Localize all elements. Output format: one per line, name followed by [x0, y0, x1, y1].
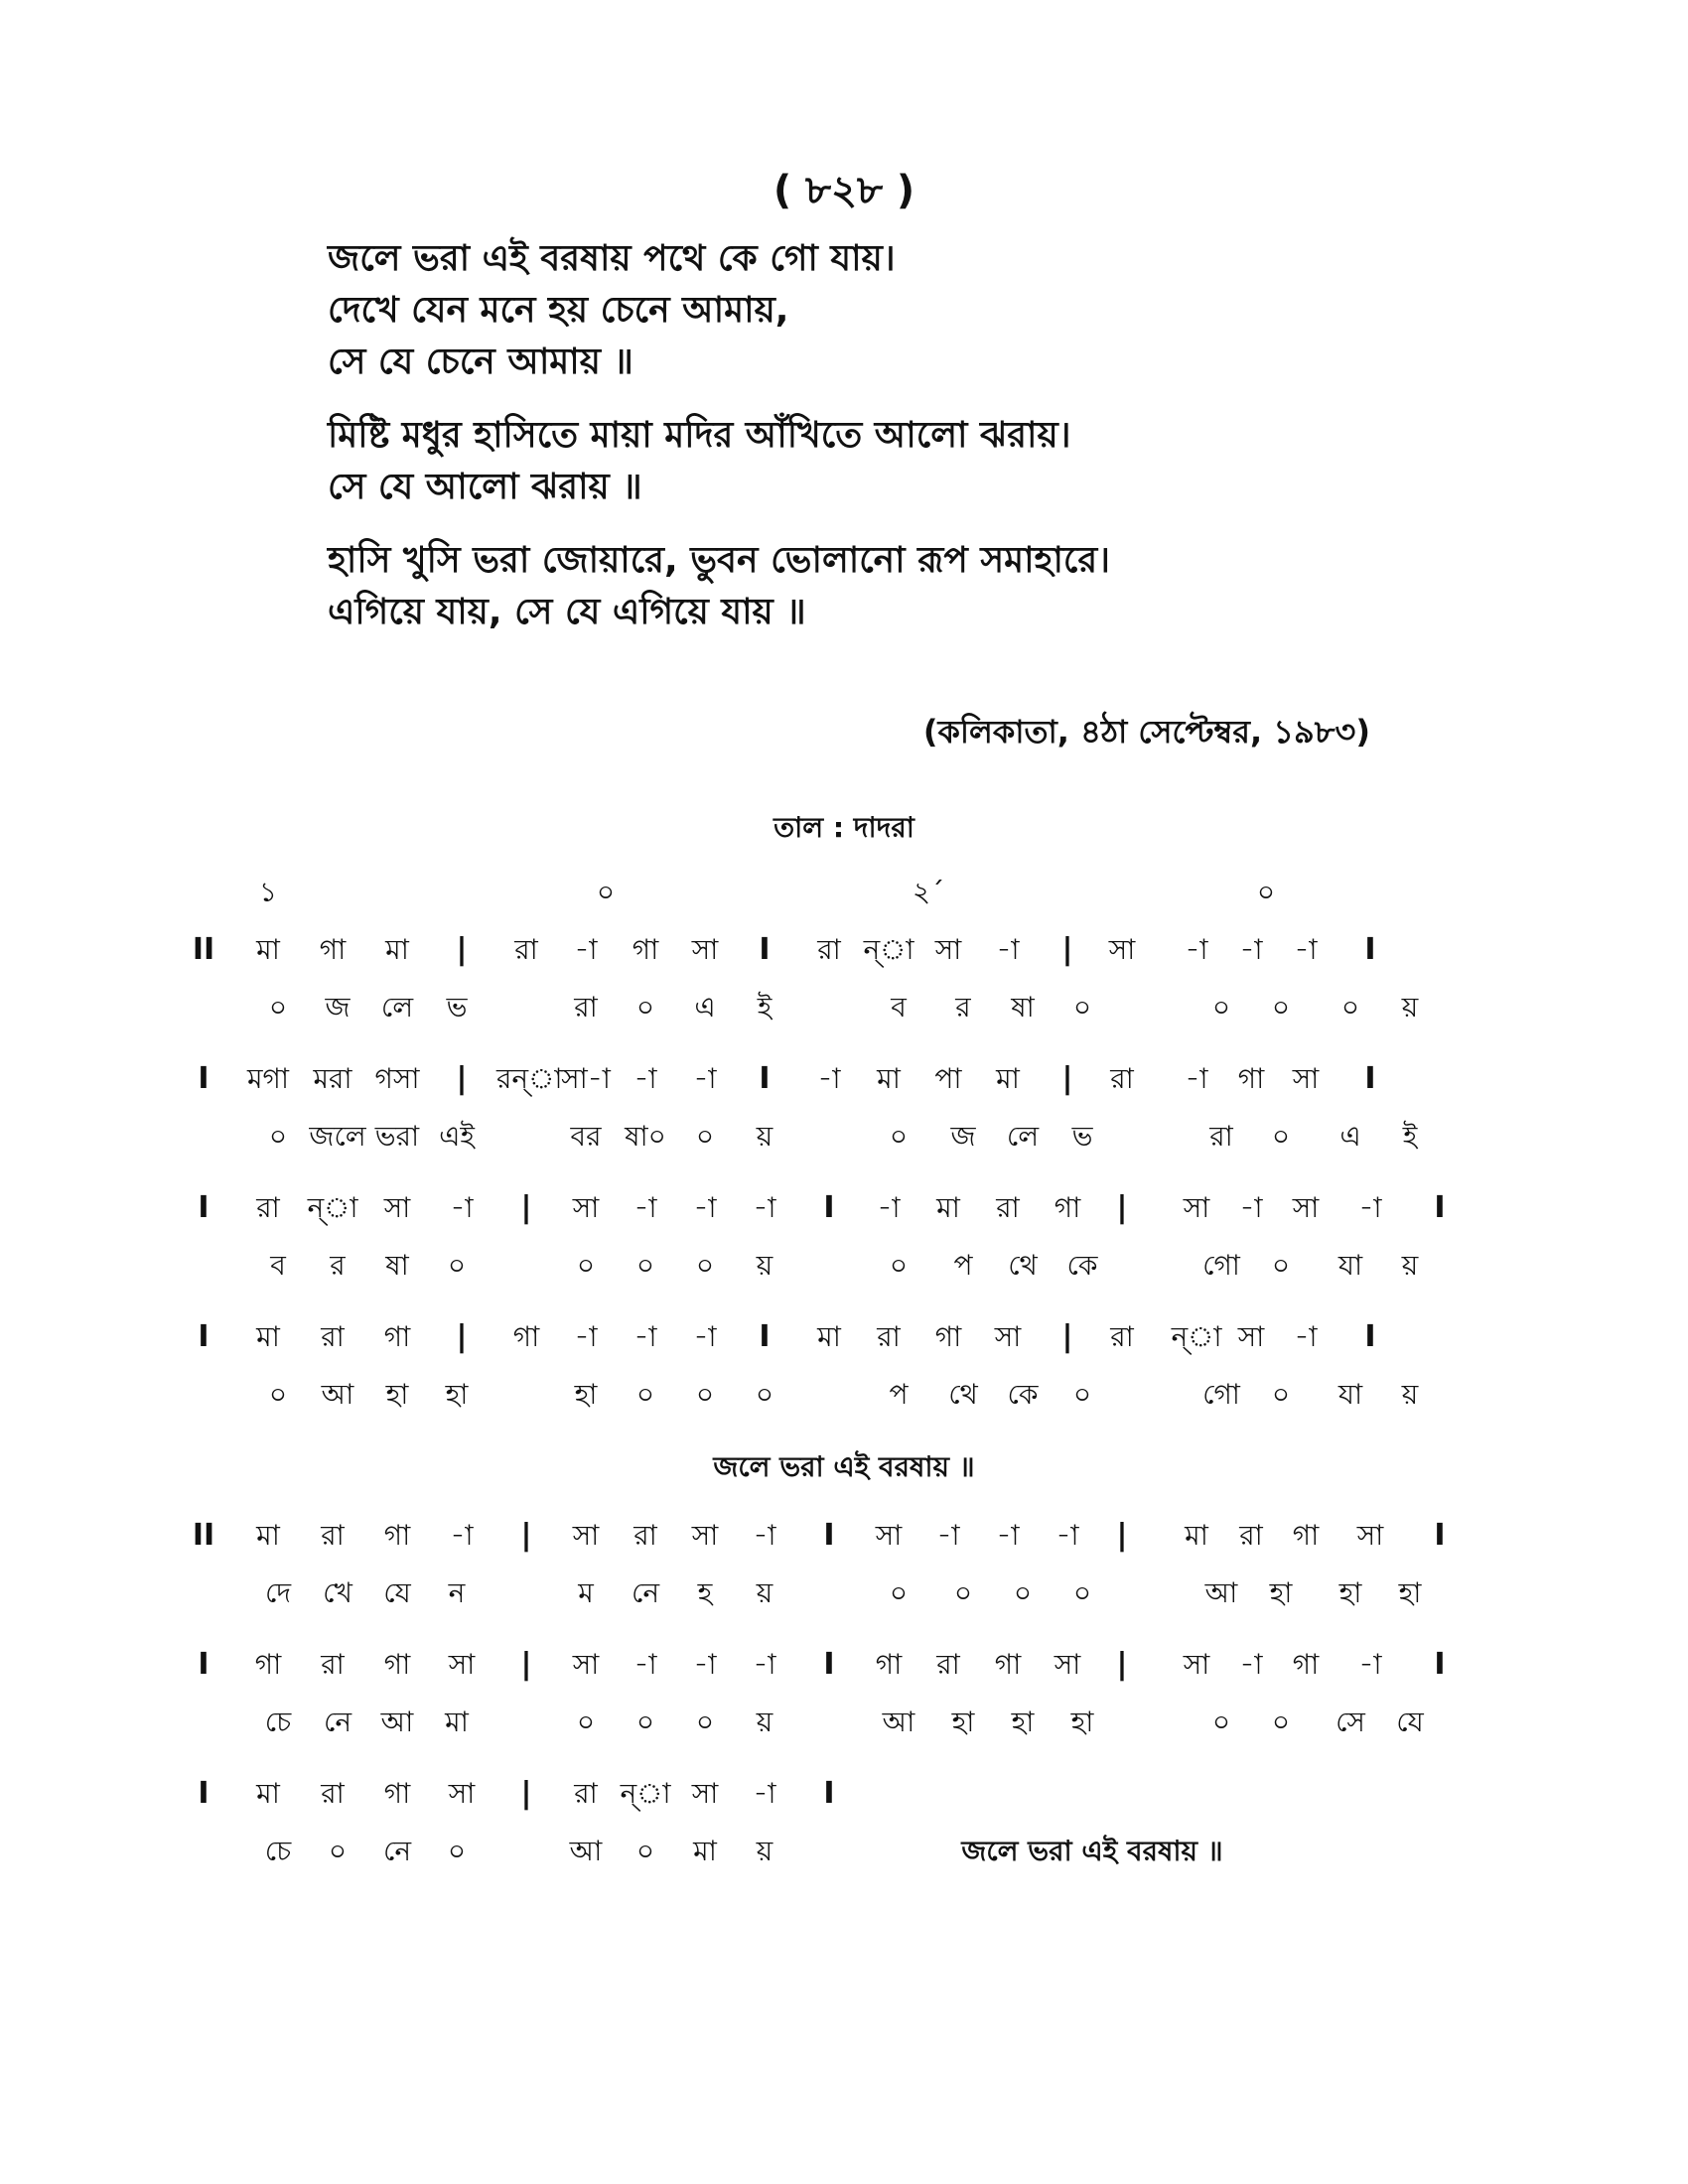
- bani-cell: ০: [447, 1249, 467, 1282]
- bani-cell: ০: [1271, 1120, 1291, 1153]
- lyric-line: সে যে আলো ঝরায় ॥: [328, 467, 642, 507]
- bani-cell: ০: [755, 1378, 774, 1411]
- swara-cell: সা: [691, 1519, 719, 1552]
- lyric-line: দেখে যেন মনে হয় চেনে আমায়,: [328, 290, 789, 331]
- bani-cell: ০: [1340, 991, 1360, 1024]
- bani-cell: য়: [756, 1706, 774, 1738]
- bani-row: [0, 1565, 1688, 1622]
- bani-cell: থে: [1008, 1249, 1038, 1282]
- swara-cell: মা: [1185, 1519, 1208, 1552]
- bani-cell: ০: [576, 1706, 596, 1738]
- swara-cell: -া: [817, 1062, 841, 1095]
- bar-line: |: [1116, 1190, 1128, 1225]
- swara-cell: গা: [254, 1648, 282, 1681]
- bar-line: I: [198, 1319, 210, 1354]
- bar-line: II: [192, 1518, 215, 1553]
- bani-cell: আ: [321, 1378, 354, 1411]
- bar-line: II: [192, 932, 215, 967]
- bani-cell: লে: [1006, 1120, 1040, 1153]
- bani-cell: হা: [445, 1378, 469, 1411]
- bar-line: |: [456, 1061, 468, 1096]
- bani-cell: রা: [1209, 1120, 1233, 1153]
- section-gap: [0, 1622, 1688, 1636]
- bani-cell: হা: [574, 1378, 598, 1411]
- bani-cell: কে: [1066, 1249, 1098, 1282]
- bar-line: |: [520, 1776, 532, 1811]
- bani-cell: হা: [1398, 1576, 1422, 1609]
- lyrics-stanza: [328, 410, 1420, 513]
- lyric-line: মিষ্টি মধুর হাসিতে মায়া মদির আঁখিতে আলো ঝরায়।: [328, 415, 1071, 456]
- swara-row: [0, 1636, 1688, 1694]
- swara-cell: মা: [256, 933, 280, 966]
- swara-cell: সা: [1108, 933, 1136, 966]
- bani-cell: কে: [1007, 1378, 1039, 1411]
- section-gap: [0, 1295, 1688, 1308]
- bani-cell: য়: [756, 1249, 774, 1282]
- swara-cell: -া: [1239, 933, 1263, 966]
- swara-row: [0, 1050, 1688, 1108]
- bani-cell: য়: [756, 1120, 774, 1153]
- swara-cell: -া: [996, 1519, 1020, 1552]
- section-gap: [0, 1880, 1688, 1894]
- bani-cell: ০: [695, 1378, 715, 1411]
- swara-cell: রা: [633, 1519, 657, 1552]
- bani-cell: জলে: [309, 1120, 366, 1153]
- bani-cell: ০: [447, 1835, 467, 1867]
- bani-cell: হ: [697, 1576, 713, 1609]
- swara-row: [0, 921, 1688, 979]
- swara-cell: সা-া: [561, 1062, 611, 1095]
- lyric-line: জলে ভরা এই বরষায় পথে কে গো যায়।: [328, 238, 896, 279]
- bani-row: [0, 1694, 1688, 1751]
- bani-cell: য়: [1401, 1249, 1419, 1282]
- swara-cell: রা: [321, 1648, 345, 1681]
- swara-cell: -া: [633, 1062, 657, 1095]
- swara-cell: সা: [1054, 1648, 1081, 1681]
- bani-cell: ০: [635, 991, 655, 1024]
- swara-cell: গা: [383, 1648, 411, 1681]
- swara-cell: -া: [693, 1320, 717, 1353]
- bani-cell: এই: [439, 1120, 475, 1153]
- bani-cell: জ: [325, 991, 351, 1024]
- bani-cell: নে: [382, 1835, 412, 1867]
- bani-cell: ০: [268, 1120, 288, 1153]
- swara-cell: -া: [936, 1519, 960, 1552]
- swara-cell: গা: [1292, 1519, 1320, 1552]
- swara-cell: সা: [448, 1648, 476, 1681]
- swara-cell: সা: [875, 1519, 903, 1552]
- bani-cell: হা: [1269, 1576, 1293, 1609]
- bani-cell: ০: [695, 1249, 715, 1282]
- swara-cell: রা: [321, 1320, 345, 1353]
- swara-row: [0, 1765, 1688, 1823]
- bani-cell: হা: [1070, 1706, 1094, 1738]
- bani-cell: মা: [445, 1706, 469, 1738]
- swara-cell: সা: [1292, 1191, 1320, 1224]
- swara-cell: মা: [256, 1777, 280, 1810]
- swara-cell: গা: [875, 1648, 903, 1681]
- bar-line: I: [823, 1776, 835, 1811]
- bani-cell: হা: [951, 1706, 975, 1738]
- bani-cell: আ: [569, 1835, 603, 1867]
- bani-cell: মা: [693, 1835, 717, 1867]
- bani-cell: যা: [1337, 1249, 1363, 1282]
- bani-cell: ই: [757, 991, 773, 1024]
- lyric-line: এগিয়ে যায়, সে যে এগিয়ে যায় ॥: [328, 592, 806, 632]
- tala-mark: ২´: [912, 876, 945, 908]
- swara-cell: মা: [877, 1062, 901, 1095]
- bani-cell: হা: [1011, 1706, 1035, 1738]
- swara-cell: -া: [753, 1777, 776, 1810]
- section-gap: [0, 1424, 1688, 1437]
- swara-cell: -া: [1294, 933, 1318, 966]
- swara-cell: ন্া: [863, 933, 914, 966]
- section-gap: [0, 1036, 1688, 1050]
- bani-cell: ০: [268, 1378, 288, 1411]
- bani-cell: প: [953, 1249, 973, 1282]
- bar-line: |: [456, 1319, 468, 1354]
- bar-line: |: [520, 1647, 532, 1682]
- bani-cell: ০: [576, 1249, 596, 1282]
- bani-row: [0, 1366, 1688, 1424]
- bar-line: |: [520, 1518, 532, 1553]
- bani-cell: ষা০: [625, 1120, 666, 1153]
- refrain-text: জলে ভরা এই বরষায় ॥: [961, 1835, 1223, 1867]
- swara-cell: -া: [693, 1648, 717, 1681]
- swara-cell: -া: [1239, 1648, 1263, 1681]
- bani-cell: লে: [380, 991, 414, 1024]
- swara-cell: গসা: [374, 1062, 420, 1095]
- bani-cell: যা: [1337, 1378, 1363, 1411]
- swara-cell: মা: [936, 1191, 960, 1224]
- swaralipi-notation: [0, 864, 1688, 1894]
- tala-marks-row: [0, 864, 1688, 921]
- bani-cell: নে: [631, 1576, 660, 1609]
- bani-cell: রা: [574, 991, 598, 1024]
- swara-cell: সা: [691, 933, 719, 966]
- swara-cell: -া: [1294, 1320, 1318, 1353]
- swara-cell: সা: [1183, 1191, 1210, 1224]
- bani-cell: ম: [578, 1576, 594, 1609]
- bani-cell: য়: [756, 1576, 774, 1609]
- lyric-line: সে যে চেনে আমায় ॥: [328, 341, 633, 382]
- swara-cell: সা: [448, 1777, 476, 1810]
- bar-line: I: [1434, 1647, 1446, 1682]
- bar-line: I: [759, 1319, 771, 1354]
- tala-mark: ০: [596, 876, 616, 908]
- swara-cell: রা: [321, 1777, 345, 1810]
- swara-cell: মা: [817, 1320, 841, 1353]
- bani-cell: য়: [1401, 991, 1419, 1024]
- bani-cell: ষা: [385, 1249, 409, 1282]
- bani-cell: যে: [1396, 1706, 1424, 1738]
- bani-cell: ০: [1013, 1576, 1033, 1609]
- composition-date-place: (কলিকাতা, ৪ঠা সেপ্টেম্বর, ১৯৮৩): [922, 713, 1370, 751]
- swara-cell: -া: [693, 1062, 717, 1095]
- swara-cell: গা: [383, 1320, 411, 1353]
- swara-cell: -া: [693, 1191, 717, 1224]
- swara-cell: রা: [574, 1777, 598, 1810]
- bani-cell: ০: [635, 1378, 655, 1411]
- bar-line: I: [198, 1061, 210, 1096]
- bar-line: |: [1061, 1061, 1073, 1096]
- bani-cell: জ: [950, 1120, 976, 1153]
- swara-cell: -া: [1358, 1648, 1382, 1681]
- bar-line: I: [1434, 1518, 1446, 1553]
- swara-cell: সা: [1183, 1648, 1210, 1681]
- refrain-text: জলে ভরা এই বরষায় ॥: [713, 1450, 975, 1483]
- swara-cell: ন্া: [620, 1777, 671, 1810]
- swara-cell: -া: [450, 1519, 474, 1552]
- bani-cell: চে: [264, 1706, 292, 1738]
- bani-cell: ০: [889, 1576, 909, 1609]
- swara-cell: সা: [1292, 1062, 1320, 1095]
- swara-cell: গা: [1237, 1062, 1265, 1095]
- swara-cell: রা: [1239, 1519, 1263, 1552]
- bani-cell: ০: [695, 1706, 715, 1738]
- bani-cell: ব: [270, 1249, 286, 1282]
- swara-cell: ন্া: [307, 1191, 358, 1224]
- bar-line: I: [1364, 932, 1376, 967]
- swara-cell: গা: [934, 1320, 962, 1353]
- swara-cell: সা: [994, 1320, 1022, 1353]
- bar-line: I: [759, 1061, 771, 1096]
- song-lyrics: [328, 233, 1420, 660]
- bani-cell: দে: [264, 1576, 292, 1609]
- bani-cell: ০: [635, 1835, 655, 1867]
- swara-cell: রা: [256, 1191, 280, 1224]
- swara-cell: রা: [877, 1320, 901, 1353]
- swara-cell: সা: [1237, 1320, 1265, 1353]
- bani-cell: ০: [1271, 991, 1291, 1024]
- section-gap: [0, 1751, 1688, 1765]
- bani-cell: ০: [1271, 1249, 1291, 1282]
- bani-cell: ০: [1072, 1378, 1092, 1411]
- bani-cell: ০: [1271, 1706, 1291, 1738]
- tala-heading: তাল : দাদরা: [774, 811, 914, 844]
- swara-cell: গা: [383, 1777, 411, 1810]
- swara-cell: ন্া: [1171, 1320, 1222, 1353]
- bani-cell: চে: [264, 1835, 292, 1867]
- swara-cell: রন্া: [496, 1062, 563, 1095]
- bani-cell: ০: [635, 1706, 655, 1738]
- bani-cell: ভ: [1071, 1120, 1093, 1153]
- swara-cell: -া: [633, 1648, 657, 1681]
- swara-cell: গা: [512, 1320, 540, 1353]
- swara-cell: -া: [574, 933, 598, 966]
- bani-cell: হা: [1338, 1576, 1362, 1609]
- swara-cell: সা: [572, 1519, 600, 1552]
- swara-cell: -া: [1185, 933, 1208, 966]
- lyrics-stanza: [328, 535, 1420, 638]
- swara-cell: রা: [1110, 1062, 1134, 1095]
- bani-cell: যে: [383, 1576, 411, 1609]
- swara-cell: পা: [934, 1062, 962, 1095]
- bar-line: |: [1116, 1647, 1128, 1682]
- swara-cell: গা: [319, 933, 347, 966]
- bar-line: I: [759, 932, 771, 967]
- swara-cell: -া: [996, 933, 1020, 966]
- swara-cell: সা: [572, 1191, 600, 1224]
- swara-cell: রা: [817, 933, 841, 966]
- swara-cell: -া: [633, 1320, 657, 1353]
- swara-cell: -া: [1239, 1191, 1263, 1224]
- bani-cell: গো: [1202, 1378, 1240, 1411]
- bani-cell: ০: [1211, 991, 1231, 1024]
- bar-line: I: [1364, 1319, 1376, 1354]
- swara-cell: -া: [753, 1191, 776, 1224]
- bani-cell: সে: [1336, 1706, 1365, 1738]
- bani-cell: ষা: [1011, 991, 1035, 1024]
- bar-line: |: [1061, 932, 1073, 967]
- swara-cell: মগা: [246, 1062, 290, 1095]
- bani-cell: ০: [695, 1120, 715, 1153]
- swara-cell: -া: [753, 1648, 776, 1681]
- swara-cell: -া: [450, 1191, 474, 1224]
- bani-cell: ০: [889, 1249, 909, 1282]
- bani-cell: ০: [1271, 1378, 1291, 1411]
- bani-cell: এ: [694, 991, 716, 1024]
- bar-line: I: [823, 1190, 835, 1225]
- swara-cell: সা: [572, 1648, 600, 1681]
- bani-cell: আ: [1204, 1576, 1238, 1609]
- bani-cell: র: [955, 991, 971, 1024]
- bani-cell: ০: [635, 1249, 655, 1282]
- bar-line: I: [198, 1647, 210, 1682]
- bani-cell: আ: [380, 1706, 414, 1738]
- swara-cell: -া: [574, 1320, 598, 1353]
- swara-cell: সা: [934, 933, 962, 966]
- tala-mark: ০: [1256, 876, 1276, 908]
- bani-cell: নে: [323, 1706, 352, 1738]
- bar-line: I: [198, 1776, 210, 1811]
- swara-cell: -া: [1055, 1519, 1079, 1552]
- swara-row: [0, 1308, 1688, 1366]
- swara-cell: গা: [383, 1519, 411, 1552]
- bani-cell: এ: [1339, 1120, 1361, 1153]
- bar-line: I: [198, 1190, 210, 1225]
- bani-cell: ০: [328, 1835, 348, 1867]
- swara-row: [0, 1507, 1688, 1565]
- swara-cell: সা: [691, 1777, 719, 1810]
- lyric-line: হাসি খুসি ভরা জোয়ারে, ভুবন ভোলানো রূপ সমাহারে।: [328, 540, 1111, 581]
- swara-cell: রা: [514, 933, 538, 966]
- bani-row: [0, 1823, 1688, 1880]
- swara-cell: রা: [1110, 1320, 1134, 1353]
- bani-cell: ন: [448, 1576, 466, 1609]
- tala-mark: ১: [258, 876, 278, 908]
- bani-cell: ০: [1072, 991, 1092, 1024]
- swara-cell: সা: [383, 1191, 411, 1224]
- lyrics-stanza: [328, 233, 1420, 388]
- swara-row: [0, 1179, 1688, 1237]
- bar-line: |: [1061, 1319, 1073, 1354]
- bar-line: |: [1116, 1518, 1128, 1553]
- swara-cell: মা: [256, 1320, 280, 1353]
- bani-cell: ই: [1402, 1120, 1418, 1153]
- bani-cell: ০: [889, 1120, 909, 1153]
- bani-row: [0, 1237, 1688, 1295]
- swara-cell: মরা: [313, 1062, 352, 1095]
- bar-line: |: [520, 1190, 532, 1225]
- bani-cell: য়: [1401, 1378, 1419, 1411]
- bar-line: |: [456, 932, 468, 967]
- bani-cell: ০: [268, 991, 288, 1024]
- refrain-block: [0, 1437, 1688, 1507]
- swara-cell: -া: [633, 1191, 657, 1224]
- swara-cell: গা: [994, 1648, 1022, 1681]
- swara-cell: -া: [1358, 1191, 1382, 1224]
- bani-cell: ০: [1211, 1706, 1231, 1738]
- swara-cell: গা: [1292, 1648, 1320, 1681]
- bani-cell: গো: [1202, 1249, 1240, 1282]
- bani-cell: ভরা: [374, 1120, 420, 1153]
- bani-cell: ভ: [446, 991, 468, 1024]
- bani-cell: হা: [385, 1378, 409, 1411]
- bani-cell: প: [889, 1378, 909, 1411]
- section-gap: [0, 1165, 1688, 1179]
- bani-cell: র: [330, 1249, 346, 1282]
- bar-line: I: [1364, 1061, 1376, 1096]
- swara-cell: রা: [996, 1191, 1020, 1224]
- swara-cell: সা: [1356, 1519, 1384, 1552]
- bar-line: I: [1434, 1190, 1446, 1225]
- bani-cell: ০: [953, 1576, 973, 1609]
- page-number: ( ৮২৮ ): [773, 168, 915, 213]
- swara-cell: গা: [632, 933, 659, 966]
- bani-row: [0, 979, 1688, 1036]
- bani-cell: থে: [948, 1378, 978, 1411]
- bar-line: I: [823, 1518, 835, 1553]
- bani-cell: বর: [570, 1120, 602, 1153]
- bani-cell: য়: [756, 1835, 774, 1867]
- bani-cell: আ: [882, 1706, 915, 1738]
- swara-cell: রা: [321, 1519, 345, 1552]
- swara-cell: মা: [996, 1062, 1020, 1095]
- bani-cell: খে: [323, 1576, 352, 1609]
- bani-cell: ০: [1072, 1576, 1092, 1609]
- swara-cell: রা: [936, 1648, 960, 1681]
- swara-cell: -া: [753, 1519, 776, 1552]
- swara-cell: -া: [877, 1191, 901, 1224]
- swara-cell: মা: [256, 1519, 280, 1552]
- bani-cell: ব: [891, 991, 907, 1024]
- swara-cell: গা: [1054, 1191, 1081, 1224]
- swara-cell: -া: [1185, 1062, 1208, 1095]
- bani-row: [0, 1108, 1688, 1165]
- bar-line: I: [823, 1647, 835, 1682]
- swara-cell: মা: [385, 933, 409, 966]
